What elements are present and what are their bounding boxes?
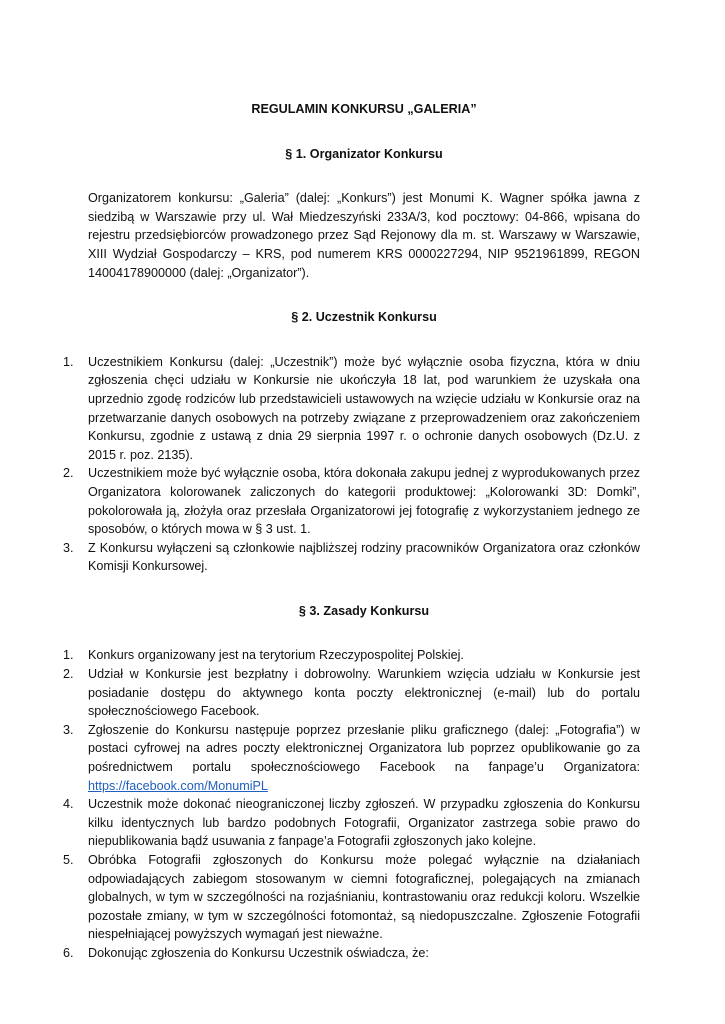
list-item bbox=[63, 539, 640, 576]
list-number: 5. bbox=[63, 853, 74, 867]
list-number: 6. bbox=[63, 945, 74, 960]
document-page bbox=[63, 100, 640, 989]
section-2-heading: § 2. Uczestnik Konkursu bbox=[291, 310, 437, 325]
list-item-text: Konkurs organizowany jest na terytorium Rzeczypospolitej Polskiej. bbox=[88, 648, 464, 663]
list-item-text: Uczestnik może dokonać nieograniczonej liczby zgłoszeń. W przypadku zgłoszenia do Konkursu kilku identycznych lub bardzo podobnych Fotografii, Organizator zastrzega sobie prawo do niepublikowania bądź usuwania z fanpage’a Fotografii zgłoszonych jako kolejne. bbox=[88, 797, 640, 849]
list-item-text: Uczestnikiem może być wyłącznie osoba, która dokonała zakupu jednej z wyprodukowanych przez Organizatora kolorowanek zaliczonych do kategorii produktowej: „Kolorowanki 3D: Domki”, pokolorowała ją, złożyła oraz przesłała Organizatorowi jej fotografię z wykorzystaniem jednego ze sposobów, o których mowa w § 3 ust. 1. bbox=[88, 466, 640, 537]
section-3-list bbox=[63, 646, 640, 962]
list-item bbox=[63, 353, 640, 465]
list-number: 4. bbox=[63, 797, 74, 812]
list-number: 1. bbox=[63, 648, 74, 663]
list-item bbox=[63, 646, 640, 665]
list-item bbox=[63, 851, 640, 944]
list-number: 3. bbox=[63, 722, 74, 737]
list-item bbox=[63, 795, 640, 851]
list-item-text: Obróbka Fotografii zgłoszonych do Konkursu może polegać wyłącznie na działaniach odpowiadających zabiegom stosowanym w ciemni fotograficznej, polegających na zmianach globalnych, w tym w szczególności na rozjaśnianiu, kontrastowaniu oraz redukcji koloru. Wszelkie pozostałe zmiany, w tym w szczególności fotomontaż, są niedopuszczalne. Zgłoszenie Fotografii niespełniającej powyższych wymagań jest nieważne. bbox=[88, 853, 640, 942]
list-item bbox=[63, 665, 640, 721]
list-item-text: Udział w Konkursie jest bezpłatny i dobrowolny. Warunkiem wzięcia udziału w Konkursie jest posiadanie dostępu do aktywnego konta poczty elektronicznej (e-mail) lub do portalu społecznościowego Facebook. bbox=[88, 667, 640, 719]
list-number: 2. bbox=[63, 466, 74, 481]
section-1-text: Organizatorem konkursu: „Galeria” (dalej: „Konkurs”) jest Monumi K. Wagner spółka jawna z siedzibą w Warszawie przy ul. Wał Miedzeszyński 233A/3, kod pocztowy: 04-866, wpisana do rejestru przedsiębiorców prowadzonego przez Sąd Rejonowy dla m. st. Warszawy w Warszawie, XIII Wydział Gospodarczy – KRS, pod numerem KRS 0000227294, NIP 9521961899, REGON 14004178900000 (dalej: „Organizator”). bbox=[88, 191, 640, 280]
section-1-heading: § 1. Organizator Konkursu bbox=[285, 146, 443, 161]
list-item-text: Zgłoszenie do Konkursu następuje poprzez przesłanie pliku graficznego (dalej: „Fotografia”) w postaci cyfrowej na adres poczty elektronicznej Organizatora lub poprzez opublikowanie go za pośrednictwem portalu społecznościowego Facebook na fanpage’u Organizatora: bbox=[88, 722, 640, 775]
list-item bbox=[63, 464, 640, 538]
list-item bbox=[63, 944, 640, 963]
list-item bbox=[63, 721, 640, 795]
list-item-text: Uczestnikiem Konkursu (dalej: „Uczestnik”) może być wyłącznie osoba fizyczna, która w dniu zgłoszenia chęci udziału w Konkursie nie ukończyła 18 lat, pod warunkiem że uzyskała ona uprzednio zgodę rodziców lub przedstawicieli ustawowych na wzięcie udziału w Konkursie oraz na przetwarzanie danych osobowych na potrzeby związane z przeprowadzeniem oraz zakończeniem Konkursu, zgodnie z ustawą z dnia 29 sierpnia 1997 r. o ochronie danych osobowych (Dz.U. z 2015 r. poz. 2135). bbox=[88, 354, 640, 462]
facebook-link[interactable]: https://facebook.com/MonumiPL bbox=[88, 778, 268, 793]
list-item-text: Dokonując zgłoszenia do Konkursu Uczestnik oświadcza, że: bbox=[88, 945, 429, 960]
document-title: REGULAMIN KONKURSU „GALERIA” bbox=[251, 102, 477, 116]
list-item-text: Z Konkursu wyłączeni są członkowie najbliższej rodziny pracowników Organizatora oraz członków Komisji Konkursowej. bbox=[88, 540, 640, 574]
list-number: 1. bbox=[63, 354, 74, 369]
section-3-heading: § 3. Zasady Konkursu bbox=[298, 603, 430, 618]
list-number: 2. bbox=[63, 667, 74, 682]
list-number: 3. bbox=[63, 540, 74, 555]
section-2-list bbox=[63, 353, 640, 576]
